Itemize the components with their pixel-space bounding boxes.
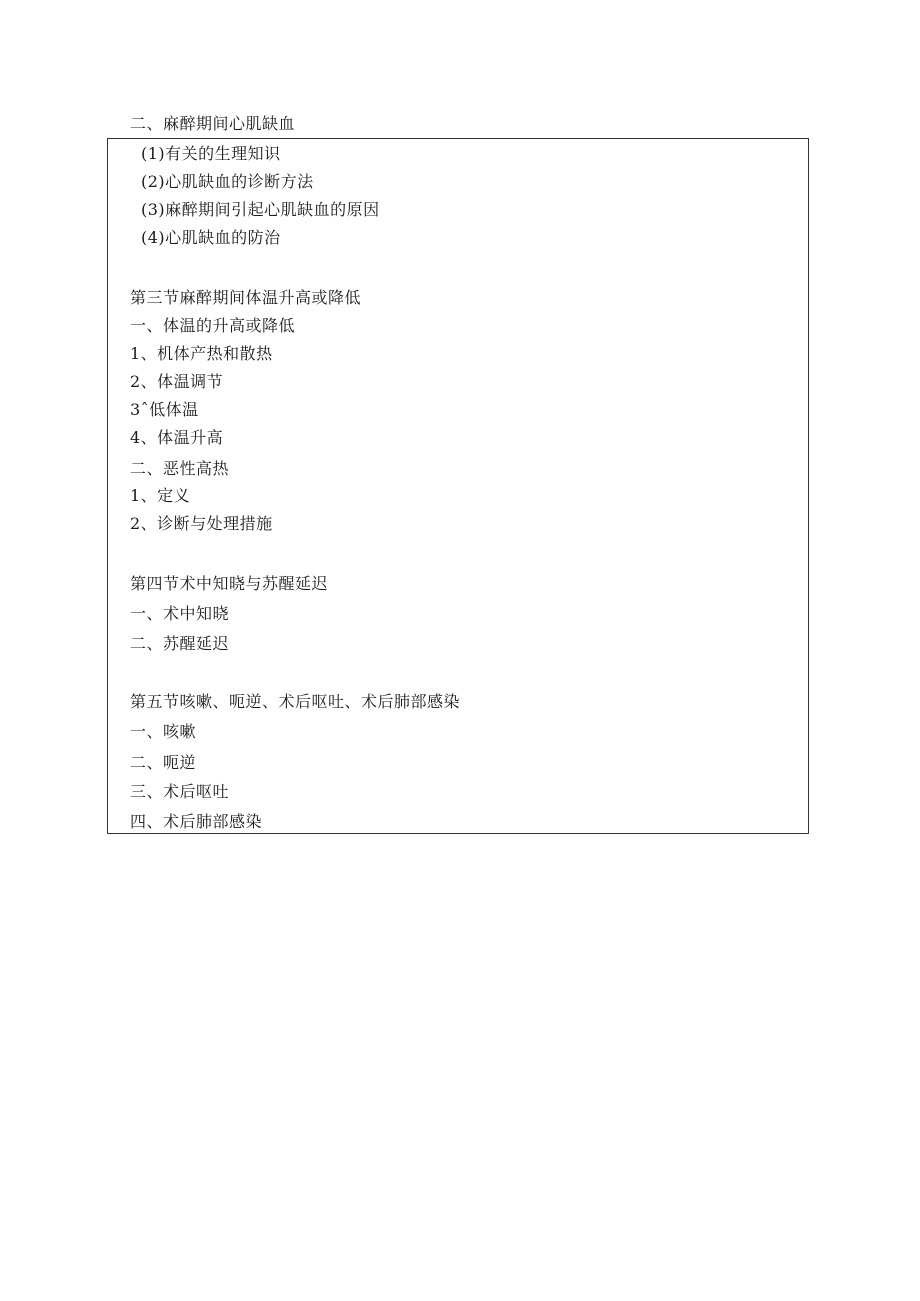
section-title: 第三节麻醉期间体温升高或降低 bbox=[130, 288, 362, 307]
list-item: 一、术中知晓 bbox=[130, 604, 230, 623]
list-item: 一、体温的升高或降低 bbox=[130, 316, 296, 335]
list-item: 3ˆ低体温 bbox=[130, 400, 199, 419]
list-item: (1)有关的生理知识 bbox=[141, 144, 281, 163]
list-item: 4、体温升高 bbox=[130, 428, 224, 447]
list-item: 二、苏醒延迟 bbox=[130, 634, 230, 653]
list-item: 二、呃逆 bbox=[130, 753, 197, 772]
list-item: 2、体温调节 bbox=[130, 372, 224, 391]
list-item: (3)麻醉期间引起心肌缺血的原因 bbox=[141, 200, 380, 219]
section-title: 第五节咳嗽、呃逆、术后呕吐、术后肺部感染 bbox=[130, 692, 461, 711]
list-item: 一、咳嗽 bbox=[130, 722, 197, 741]
list-item: 1、机体产热和散热 bbox=[130, 344, 273, 363]
list-item: 1、定义 bbox=[130, 486, 191, 505]
list-item: (4)心肌缺血的防治 bbox=[141, 228, 281, 247]
list-item: 三、术后呕吐 bbox=[130, 782, 230, 801]
list-item: 二、恶性高热 bbox=[130, 459, 230, 478]
list-item: 四、术后肺部感染 bbox=[130, 812, 263, 831]
list-item: 2、诊断与处理措施 bbox=[130, 514, 273, 533]
section-heading: 二、麻醉期间心肌缺血 bbox=[130, 114, 296, 133]
section-title: 第四节术中知晓与苏醒延迟 bbox=[130, 574, 329, 593]
list-item: (2)心肌缺血的诊断方法 bbox=[141, 172, 314, 191]
